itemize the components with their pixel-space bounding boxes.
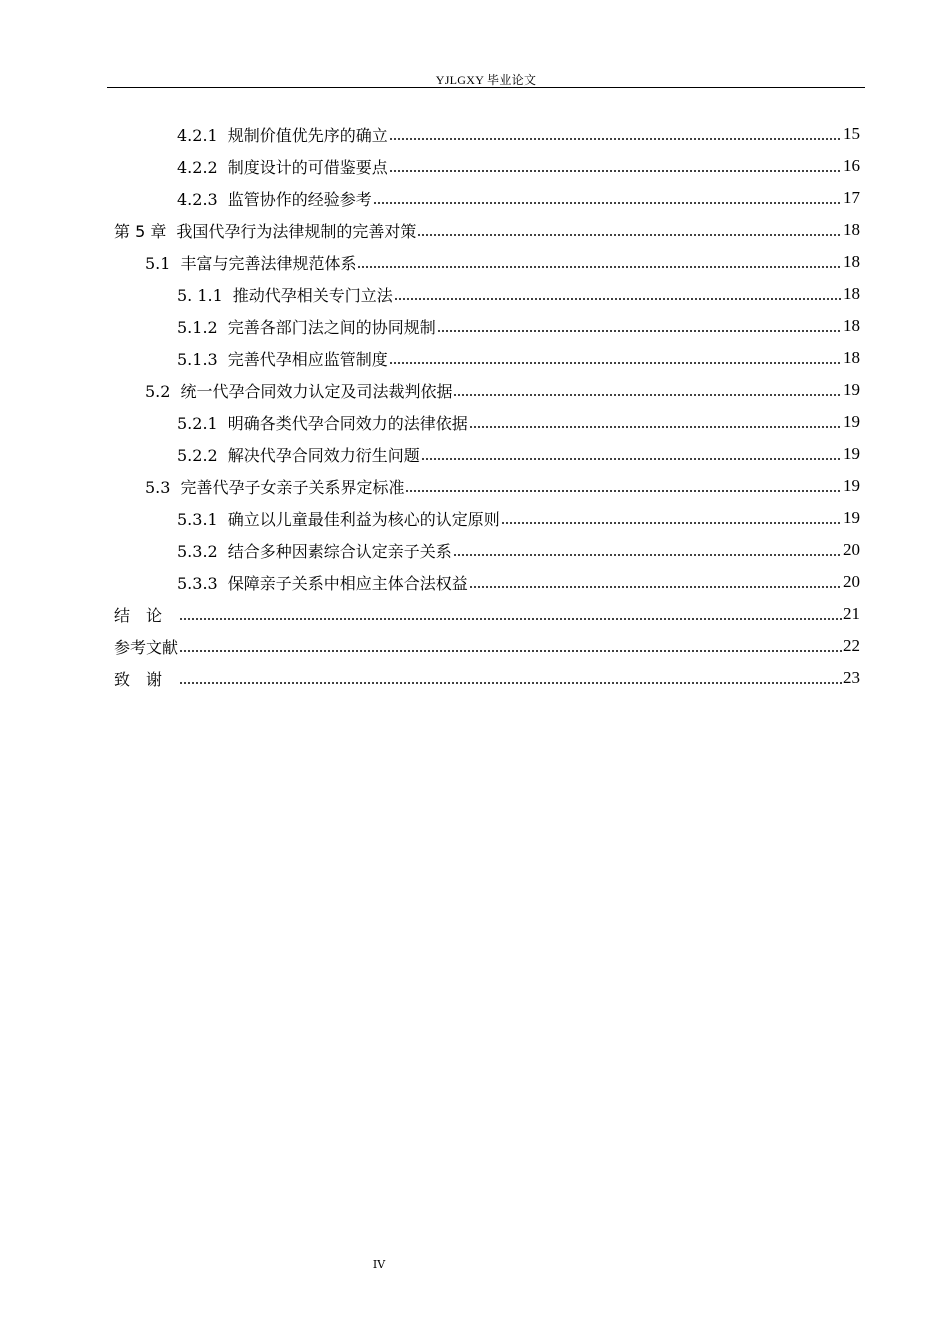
- toc-entry[interactable]: [177, 278, 860, 310]
- toc-entry-number: 第 5 章: [114, 221, 167, 241]
- toc-entry-acknowledgements[interactable]: [114, 662, 860, 694]
- toc-entry-title: 统一代孕合同效力认定及司法裁判依据: [180, 381, 453, 401]
- toc-entry-number: 5. 1.1: [177, 285, 223, 305]
- toc-entry-label: [177, 539, 452, 562]
- toc-entry-label: [177, 347, 388, 370]
- toc-entry-number: 5.2: [145, 381, 171, 401]
- toc-entry-page: 18: [843, 220, 860, 239]
- toc-entry-title: 丰富与完善法律规范体系: [180, 253, 357, 273]
- dot-leader: [453, 552, 842, 558]
- toc-entry-label: [114, 635, 178, 658]
- toc-entry-title: 保障亲子关系中相应主体合法权益: [227, 573, 468, 593]
- dot-leader: [179, 616, 842, 622]
- toc-entry[interactable]: [177, 182, 860, 214]
- dot-leader: [417, 232, 842, 238]
- toc-entry-page: 19: [843, 508, 860, 527]
- toc-entry-references[interactable]: [114, 630, 860, 662]
- toc-entry-label: [177, 507, 500, 530]
- toc-entry-page: 19: [843, 380, 860, 399]
- toc-entry-title: 完善代孕子女亲子关系界定标准: [180, 477, 405, 497]
- toc-entry[interactable]: [177, 406, 860, 438]
- toc-entry-label: [177, 187, 372, 210]
- toc-entry-title: 解决代孕合同效力衍生问题: [227, 445, 420, 465]
- toc-entry-number: 4.2.1: [177, 125, 218, 145]
- toc-entry-page: 20: [843, 572, 860, 591]
- toc-entry[interactable]: [177, 502, 860, 534]
- toc-entry-number: 5.1.2: [177, 317, 218, 337]
- toc-entry-page: 15: [843, 124, 860, 143]
- toc-entry-page: 16: [843, 156, 860, 175]
- dot-leader: [437, 328, 842, 334]
- toc-entry-title: 完善各部门法之间的协同规制: [227, 317, 436, 337]
- dot-leader: [389, 136, 842, 142]
- toc-entry-page: 18: [843, 284, 860, 303]
- toc-entry-number: 5.1.3: [177, 349, 218, 369]
- toc-entry-number: 5.3.1: [177, 509, 218, 529]
- toc-entry-page: 22: [843, 636, 860, 655]
- toc-entry[interactable]: [145, 374, 860, 406]
- toc-entry-label: [114, 603, 178, 626]
- toc-entry-label: [177, 571, 468, 594]
- toc-entry-title: 明确各类代孕合同效力的法律依据: [227, 413, 468, 433]
- toc-entry-label: [177, 443, 420, 466]
- toc-entry-number: 5.3: [145, 477, 171, 497]
- toc-entry-page: 23: [843, 668, 860, 687]
- toc-entry[interactable]: [177, 118, 860, 150]
- toc-entry-label: [145, 475, 404, 498]
- dot-leader: [179, 680, 842, 686]
- toc-entry-number: 5.2.2: [177, 445, 218, 465]
- toc-entry-title: 参考文献: [114, 637, 179, 657]
- toc-entry-page: 19: [843, 444, 860, 463]
- dot-leader: [394, 296, 842, 302]
- toc-entry[interactable]: [177, 534, 860, 566]
- toc-entry-number: 4.2.2: [177, 157, 218, 177]
- page-number: IV: [372, 1258, 386, 1271]
- dot-leader: [373, 200, 842, 206]
- toc-entry-title: 我国代孕行为法律规制的完善对策: [176, 221, 417, 241]
- dot-leader: [501, 520, 842, 526]
- toc-entry-label: [114, 219, 416, 242]
- toc-entry-label: [114, 667, 178, 690]
- toc-entry-title: 完善代孕相应监管制度: [227, 349, 388, 369]
- toc-entry[interactable]: [177, 310, 860, 342]
- toc-entry-page: 18: [843, 316, 860, 335]
- toc-entry-title: 推动代孕相关专门立法: [232, 285, 393, 305]
- toc-entry-page: 20: [843, 540, 860, 559]
- dot-leader: [389, 168, 842, 174]
- toc-entry-label: [177, 411, 468, 434]
- toc-entry-page: 21: [843, 604, 860, 623]
- dot-leader: [357, 264, 842, 270]
- toc-entry-number: 4.2.3: [177, 189, 218, 209]
- toc-entry-number: 5.1: [145, 253, 171, 273]
- dot-leader: [405, 488, 842, 494]
- toc-entry[interactable]: [177, 342, 860, 374]
- toc-entry-label: [177, 315, 436, 338]
- dot-leader: [469, 424, 842, 430]
- toc-entry-title: 结论: [114, 605, 179, 625]
- toc-entry[interactable]: [145, 246, 860, 278]
- toc-entry[interactable]: [177, 438, 860, 470]
- toc-entry-number: 5.2.1: [177, 413, 218, 433]
- toc-entry-page: 18: [843, 348, 860, 367]
- toc-entry[interactable]: [177, 150, 860, 182]
- toc-entry-title: 监管协作的经验参考: [227, 189, 372, 209]
- toc-entry-title: 结合多种因素综合认定亲子关系: [227, 541, 452, 561]
- toc-entry-page: 19: [843, 412, 860, 431]
- running-header: YJLGXY 毕业论文: [435, 73, 537, 87]
- toc-entry[interactable]: [145, 470, 860, 502]
- toc-entry-title: 确立以儿童最佳利益为核心的认定原则: [227, 509, 500, 529]
- toc-entry-label: [177, 283, 393, 306]
- toc-entry-label: [145, 251, 356, 274]
- toc-entry-page: 17: [843, 188, 860, 207]
- toc-entry[interactable]: [177, 566, 860, 598]
- toc-entry-number: 5.3.3: [177, 573, 218, 593]
- toc-entry-page: 19: [843, 476, 860, 495]
- toc-entry-title: 致谢: [114, 669, 179, 689]
- dot-leader: [421, 456, 842, 462]
- toc-entry-conclusion[interactable]: [114, 598, 860, 630]
- dot-leader: [389, 360, 842, 366]
- toc-entry-number: 5.3.2: [177, 541, 218, 561]
- toc-entry-page: 18: [843, 252, 860, 271]
- toc-entry-label: [177, 155, 388, 178]
- toc-entry-chapter[interactable]: [114, 214, 860, 246]
- toc-entry-label: [145, 379, 452, 402]
- header-rule: [107, 87, 865, 88]
- toc-entry-title: 制度设计的可借鉴要点: [227, 157, 388, 177]
- toc-entry-label: [177, 123, 388, 146]
- dot-leader: [179, 648, 842, 654]
- dot-leader: [453, 392, 842, 398]
- toc-entry-title: 规制价值优先序的确立: [227, 125, 388, 145]
- dot-leader: [469, 584, 842, 590]
